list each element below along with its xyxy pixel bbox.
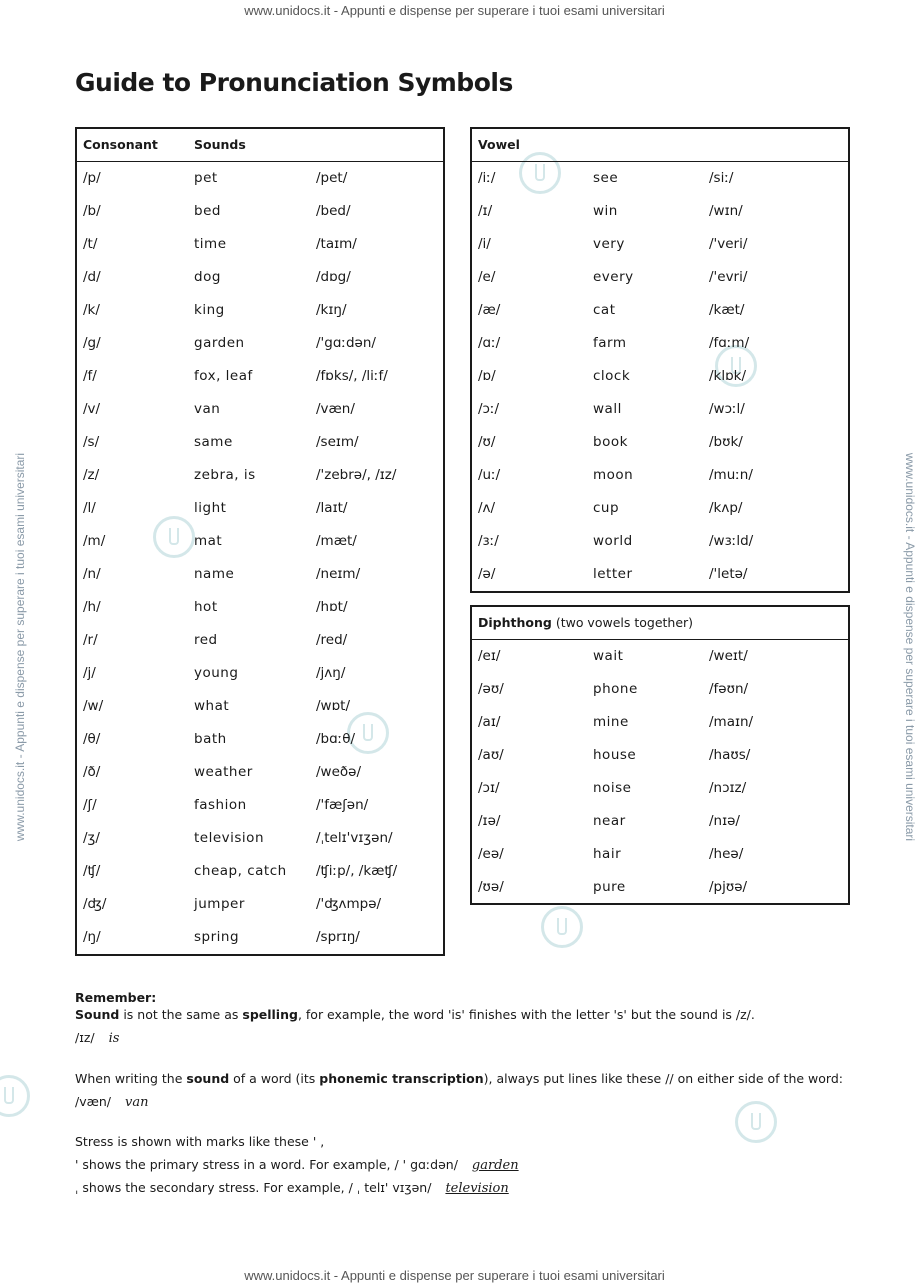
phoneme-symbol: /aʊ/ [478, 747, 504, 763]
phoneme-symbol: /b/ [83, 203, 101, 219]
remember-text: is not the same as [119, 1007, 243, 1022]
example-word: letter [593, 566, 633, 582]
phonemic-transcription-term: phonemic transcription [319, 1071, 484, 1086]
phoneme-symbol: /g/ [83, 335, 101, 351]
vowel-row [472, 525, 848, 558]
phonemic-transcription: /fəʊn/ [709, 681, 749, 697]
phonemic-transcription: /wɒt/ [316, 698, 351, 714]
remember-line-secondary-stress [75, 1180, 509, 1196]
vowel-row [472, 492, 848, 525]
example-word: same [194, 434, 233, 450]
phonemic-transcription: /wɔːl/ [709, 401, 745, 417]
example-word: mat [194, 533, 223, 549]
phoneme-symbol: /ʌ/ [478, 500, 496, 516]
vowel-row [472, 558, 848, 591]
example-word: see [593, 170, 619, 186]
phoneme-symbol: /ʤ/ [83, 896, 107, 912]
phoneme-symbol: /ɪ/ [478, 203, 493, 219]
consonant-row [77, 162, 443, 195]
phoneme-symbol: /j/ [83, 665, 96, 681]
phoneme-symbol: /f/ [83, 368, 97, 384]
spelling-term: spelling [242, 1007, 298, 1022]
consonant-row [77, 228, 443, 261]
phonemic-transcription: /'letə/ [709, 566, 748, 582]
remember-line-stress: Stress is shown with marks like these ' , [75, 1134, 325, 1149]
phonemic-transcription: /kæt/ [709, 302, 745, 318]
vowel-row [472, 426, 848, 459]
sound-term: Sound [75, 1007, 120, 1022]
consonant-header-label: Consonant [83, 137, 158, 152]
vowel-row [472, 228, 848, 261]
phonemic-transcription: /'fæʃən/ [316, 797, 369, 813]
handwritten-word: is [108, 1031, 120, 1046]
phonemic-transcription: /'veri/ [709, 236, 748, 252]
example-word: king [194, 302, 225, 318]
example-word: world [593, 533, 633, 549]
vowel-header-label: Vowel [478, 137, 520, 152]
example-word: what [194, 698, 230, 714]
example-word: name [194, 566, 235, 582]
example-word: book [593, 434, 628, 450]
example-word: zebra, is [194, 467, 256, 483]
handwritten-word: television [445, 1181, 509, 1196]
example-word: every [593, 269, 634, 285]
remember-text: ˌ shows the secondary stress. For example, / ˌ telɪ' vɪʒən/ [75, 1180, 432, 1195]
example-word: young [194, 665, 239, 681]
vowel-row [472, 195, 848, 228]
example-word: wait [593, 648, 624, 664]
example-word: garden [194, 335, 245, 351]
vowel-row [472, 393, 848, 426]
phoneme-symbol: /ʒ/ [83, 830, 100, 846]
phoneme-symbol: /ʊə/ [478, 879, 504, 895]
phoneme-symbol: /v/ [83, 401, 101, 417]
consonant-row [77, 822, 443, 855]
handwritten-word: garden [471, 1158, 519, 1173]
example-word: pet [194, 170, 218, 186]
example-word: moon [593, 467, 634, 483]
phonemic-transcription: /haʊs/ [709, 747, 751, 763]
example-word: time [194, 236, 227, 252]
vowel-row [472, 162, 848, 195]
phonemic-transcription: /weðə/ [316, 764, 362, 780]
consonant-row [77, 921, 443, 954]
phonemic-transcription: /wɜːld/ [709, 533, 754, 549]
phoneme-symbol: /ɔɪ/ [478, 780, 500, 796]
phoneme-symbol: /ɔː/ [478, 401, 500, 417]
diphthong-header-note: (two vowels together) [555, 615, 694, 630]
phoneme-symbol: /l/ [83, 500, 96, 516]
consonant-row [77, 789, 443, 822]
phoneme-symbol: /n/ [83, 566, 101, 582]
phoneme-symbol: /m/ [83, 533, 106, 549]
unidocs-logo-icon [0, 1075, 30, 1117]
diphthong-row [472, 640, 848, 673]
example-word: farm [593, 335, 627, 351]
phoneme-symbol: /ə/ [478, 566, 496, 582]
phonemic-transcription: /wɪn/ [709, 203, 743, 219]
consonant-row [77, 294, 443, 327]
phoneme-symbol: /r/ [83, 632, 98, 648]
consonant-row [77, 624, 443, 657]
consonant-row [77, 690, 443, 723]
consonant-table [75, 127, 445, 956]
example-ipa: /væn/ [75, 1094, 112, 1109]
unidocs-logo-icon [541, 906, 583, 948]
remember-line-primary-stress [75, 1157, 519, 1173]
vowel-row [472, 327, 848, 360]
example-word: mine [593, 714, 629, 730]
example-word: win [593, 203, 618, 219]
phonemic-transcription: /bɑːθ/ [316, 731, 356, 747]
phoneme-symbol: /ɪə/ [478, 813, 501, 829]
phoneme-symbol: /ʃ/ [83, 797, 97, 813]
example-word: pure [593, 879, 626, 895]
page-title: Guide to Pronunciation Symbols [75, 68, 513, 97]
phonemic-transcription: /pjʊə/ [709, 879, 748, 895]
vowel-table [470, 127, 850, 593]
consonant-row [77, 492, 443, 525]
diphthong-row [472, 871, 848, 904]
example-word: spring [194, 929, 240, 945]
phonemic-transcription: /mæt/ [316, 533, 357, 549]
example-word: bath [194, 731, 227, 747]
remember-heading: Remember: [75, 990, 157, 1005]
phonemic-transcription: /kʌp/ [709, 500, 743, 516]
phonemic-transcription: /nɪə/ [709, 813, 740, 829]
example-word: noise [593, 780, 632, 796]
example-word: weather [194, 764, 253, 780]
phoneme-symbol: /iː/ [478, 170, 496, 186]
phonemic-transcription: /bʊk/ [709, 434, 743, 450]
consonant-row [77, 261, 443, 294]
consonant-row [77, 195, 443, 228]
phoneme-symbol: /θ/ [83, 731, 101, 747]
phoneme-symbol: /æ/ [478, 302, 501, 318]
example-word: cat [593, 302, 616, 318]
phoneme-symbol: /ʊ/ [478, 434, 496, 450]
consonant-row [77, 657, 443, 690]
phoneme-symbol: /p/ [83, 170, 101, 186]
phonemic-transcription: /ˌtelɪ'vɪʒən/ [316, 830, 393, 846]
consonant-row [77, 723, 443, 756]
remember-text: of a word (its [229, 1071, 320, 1086]
example-word: jumper [194, 896, 245, 912]
remember-text: ' shows the primary stress in a word. For example, / ' gɑːdən/ [75, 1157, 458, 1172]
remember-text: , for example, the word 'is' finishes with the letter 's' but the sound is /z/. [297, 1007, 755, 1022]
watermark-bottom: www.unidocs.it - Appunti e dispense per superare i tuoi esami universitari [244, 1268, 665, 1283]
sounds-header-label: Sounds [194, 137, 246, 152]
phonemic-transcription: /muːn/ [709, 467, 753, 483]
phonemic-transcription: /pet/ [316, 170, 348, 186]
watermark-right: www.unidocs.it - Appunti e dispense per superare i tuoi esami universitari [903, 452, 917, 842]
phoneme-symbol: /əʊ/ [478, 681, 504, 697]
phonemic-transcription: /hɒt/ [316, 599, 348, 615]
remember-text: When writing the [75, 1071, 187, 1086]
sound-term: sound [186, 1071, 230, 1086]
example-word: red [194, 632, 218, 648]
consonant-row [77, 855, 443, 888]
example-word: hair [593, 846, 622, 862]
phonemic-transcription: /væn/ [316, 401, 355, 417]
phoneme-symbol: /ɑː/ [478, 335, 501, 351]
diphthong-row [472, 772, 848, 805]
diphthong-rows [472, 640, 848, 904]
consonant-row [77, 525, 443, 558]
diphthong-row [472, 673, 848, 706]
example-word: house [593, 747, 637, 763]
example-word: bed [194, 203, 221, 219]
phonemic-transcription: /laɪt/ [316, 500, 348, 516]
phoneme-symbol: /t/ [83, 236, 98, 252]
vowel-rows [472, 162, 848, 591]
phoneme-symbol: /s/ [83, 434, 100, 450]
example-word: hot [194, 599, 218, 615]
phonemic-transcription: /seɪm/ [316, 434, 359, 450]
vowel-row [472, 360, 848, 393]
phoneme-symbol: /w/ [83, 698, 104, 714]
consonant-row [77, 360, 443, 393]
remember-line-sound-spelling [75, 1007, 755, 1022]
phonemic-transcription: /sprɪŋ/ [316, 929, 360, 945]
example-word: cheap, catch [194, 863, 287, 879]
diphthong-header-label: Diphthong [478, 615, 552, 630]
phoneme-symbol: /e/ [478, 269, 496, 285]
phonemic-transcription: /'ʤʌmpə/ [316, 896, 382, 912]
vowel-row [472, 459, 848, 492]
example-word: fashion [194, 797, 247, 813]
phoneme-symbol: /uː/ [478, 467, 501, 483]
phoneme-symbol: /eɪ/ [478, 648, 501, 664]
consonant-rows [77, 162, 443, 954]
example-word: van [194, 401, 221, 417]
consonant-row [77, 591, 443, 624]
phonemic-transcription: /ʧiːp/, /kæʧ/ [316, 863, 398, 879]
phonemic-transcription: /weɪt/ [709, 648, 748, 664]
phonemic-transcription: /siː/ [709, 170, 734, 186]
example-word: dog [194, 269, 221, 285]
phonemic-transcription: /red/ [316, 632, 348, 648]
phoneme-symbol: /ɜː/ [478, 533, 499, 549]
diphthong-row [472, 838, 848, 871]
phonemic-transcription: /taɪm/ [316, 236, 357, 252]
phonemic-transcription: /klɒk/ [709, 368, 747, 384]
example-word: very [593, 236, 625, 252]
phoneme-symbol: /k/ [83, 302, 100, 318]
consonant-row [77, 459, 443, 492]
diphthong-row [472, 739, 848, 772]
unidocs-logo-icon [735, 1101, 777, 1143]
phonemic-transcription: /'evri/ [709, 269, 748, 285]
diphthong-table-header [472, 607, 848, 640]
remember-example-van [75, 1094, 149, 1110]
phonemic-transcription: /maɪn/ [709, 714, 754, 730]
phoneme-symbol: /ʧ/ [83, 863, 101, 879]
consonant-row [77, 426, 443, 459]
phoneme-symbol: /i/ [478, 236, 491, 252]
phoneme-symbol: /d/ [83, 269, 101, 285]
remember-line-transcription [75, 1071, 843, 1086]
watermark-left: www.unidocs.it - Appunti e dispense per superare i tuoi esami universitari [13, 452, 27, 842]
consonant-row [77, 393, 443, 426]
phonemic-transcription: /bed/ [316, 203, 351, 219]
handwritten-word: van [125, 1095, 149, 1110]
vowel-row [472, 261, 848, 294]
vowel-table-header [472, 129, 848, 162]
example-word: fox, leaf [194, 368, 253, 384]
example-word: clock [593, 368, 631, 384]
phonemic-transcription: /nɔɪz/ [709, 780, 747, 796]
example-word: phone [593, 681, 638, 697]
phoneme-symbol: /ð/ [83, 764, 101, 780]
example-word: wall [593, 401, 622, 417]
remember-text: ), always put lines like these // on either side of the word: [483, 1071, 843, 1086]
example-ipa: /ɪz/ [75, 1030, 95, 1045]
remember-example-is [75, 1030, 119, 1046]
phonemic-transcription: /'zebrə/, /ɪz/ [316, 467, 397, 483]
example-word: television [194, 830, 264, 846]
phonemic-transcription: /jʌŋ/ [316, 665, 346, 681]
consonant-row [77, 756, 443, 789]
phonemic-transcription: /neɪm/ [316, 566, 361, 582]
watermark-top: www.unidocs.it - Appunti e dispense per superare i tuoi esami universitari [244, 3, 665, 18]
example-word: light [194, 500, 227, 516]
phonemic-transcription: /fɑːm/ [709, 335, 750, 351]
consonant-row [77, 327, 443, 360]
consonant-table-header [77, 129, 443, 162]
phoneme-symbol: /ɒ/ [478, 368, 496, 384]
vowel-row [472, 294, 848, 327]
phoneme-symbol: /aɪ/ [478, 714, 501, 730]
phoneme-symbol: /z/ [83, 467, 100, 483]
phonemic-transcription: /heə/ [709, 846, 744, 862]
phonemic-transcription: /fɒks/, /liːf/ [316, 368, 388, 384]
phoneme-symbol: /ŋ/ [83, 929, 101, 945]
consonant-row [77, 558, 443, 591]
diphthong-header [478, 615, 693, 630]
phonemic-transcription: /kɪŋ/ [316, 302, 347, 318]
diphthong-row [472, 706, 848, 739]
phonemic-transcription: /dɒg/ [316, 269, 351, 285]
phonemic-transcription: /'gɑːdən/ [316, 335, 376, 351]
example-word: near [593, 813, 626, 829]
diphthong-row [472, 805, 848, 838]
example-word: cup [593, 500, 620, 516]
phoneme-symbol: /eə/ [478, 846, 504, 862]
diphthong-table [470, 605, 850, 905]
phoneme-symbol: /h/ [83, 599, 101, 615]
consonant-row [77, 888, 443, 921]
